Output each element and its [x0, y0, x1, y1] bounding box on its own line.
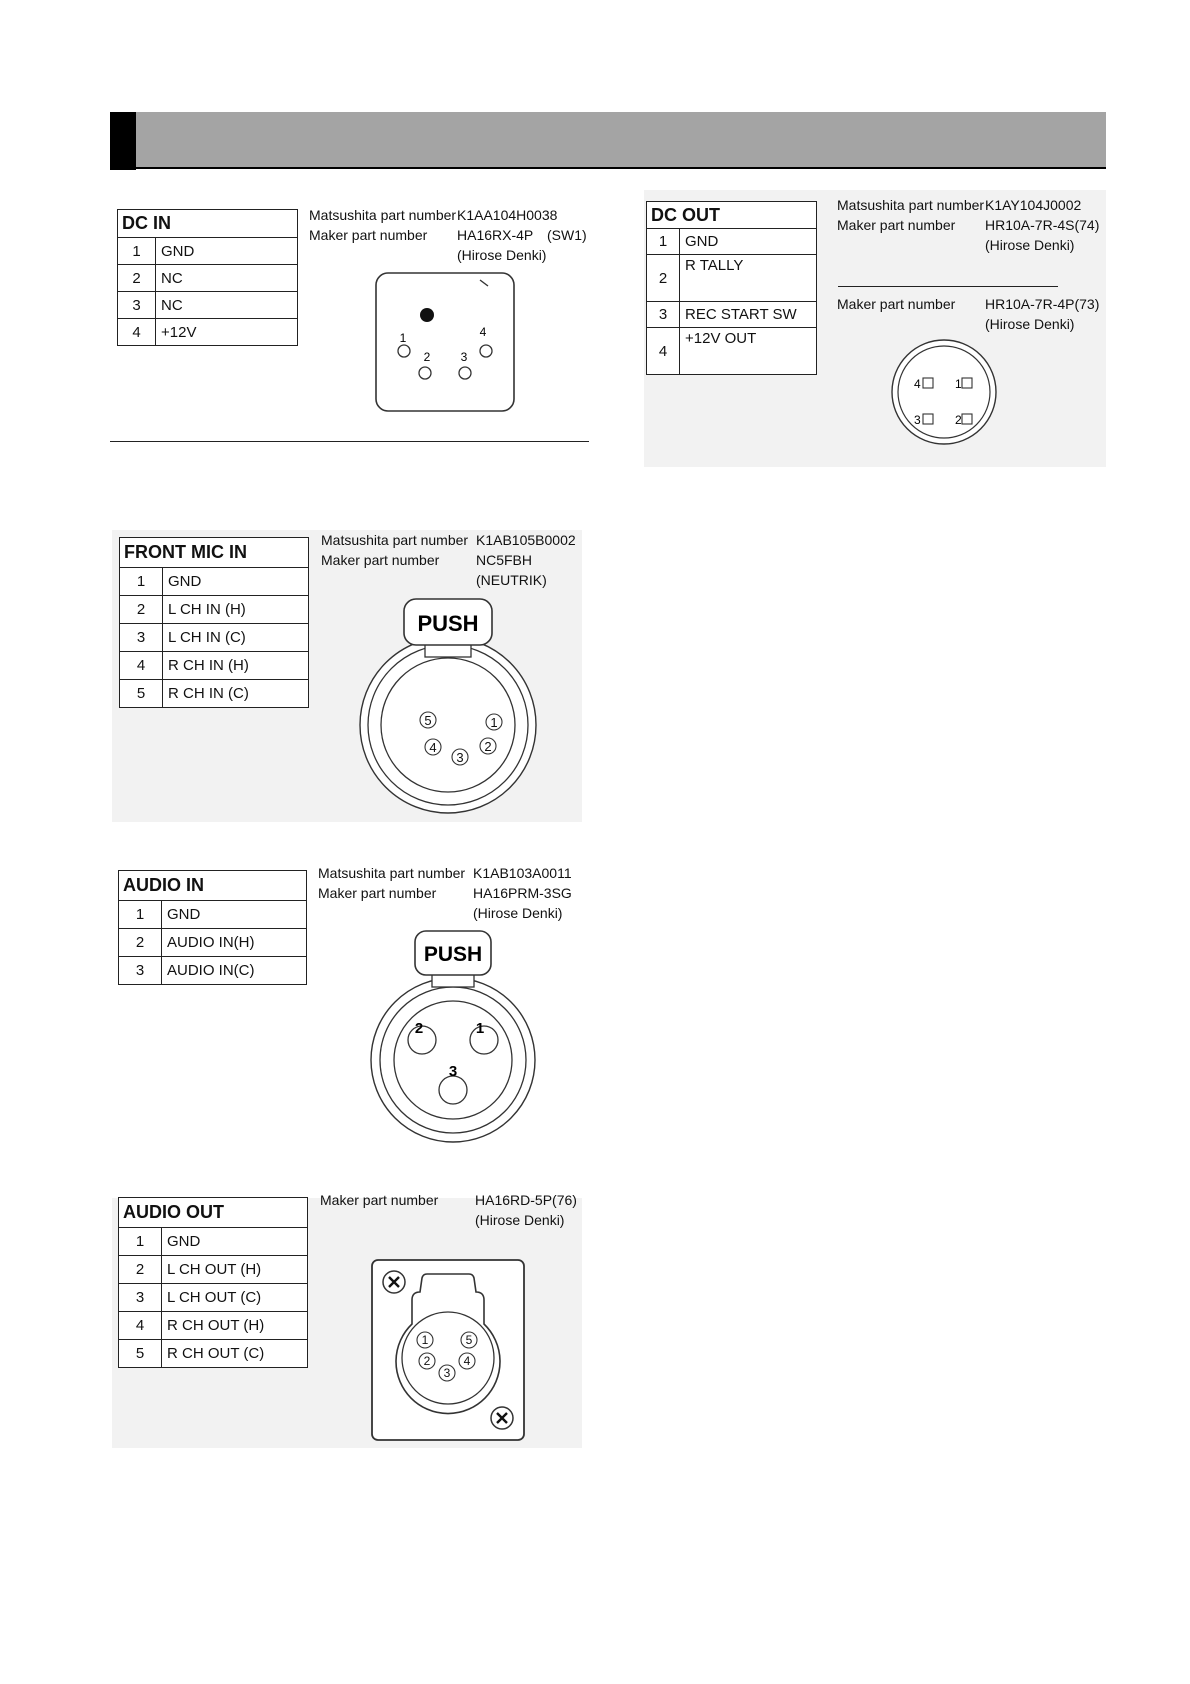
pin-number: 2 — [647, 255, 680, 302]
pin-label: 2 — [423, 1354, 431, 1368]
pin-label: 1 — [490, 715, 498, 730]
audio-in-pin-table — [118, 870, 307, 985]
maker-name: (Hirose Denki) — [457, 247, 547, 263]
matsushita-part-label: Matsushita part number — [321, 532, 469, 548]
dc-out-pin-table — [646, 201, 817, 375]
connector-pin — [439, 1076, 467, 1104]
pin-label: GND — [162, 1228, 308, 1256]
pin-label: NC — [156, 292, 298, 319]
pin-label: 2 — [484, 739, 492, 754]
mounting-screw-bottom — [491, 1407, 513, 1429]
connector-pin — [480, 345, 492, 357]
pin-label: R CH OUT (H) — [162, 1312, 308, 1340]
dc-out-divider — [838, 286, 1058, 287]
dc-in-title: DC IN — [118, 210, 298, 238]
front-mic-in-title: FRONT MIC IN — [120, 538, 309, 568]
connector-pin — [923, 414, 933, 424]
pin-label: GND — [680, 229, 817, 255]
mounting-screw-top — [383, 1271, 405, 1293]
front-mic-part-numbers — [321, 530, 576, 590]
pin-number: 2 — [119, 1256, 162, 1284]
pin-label: 3 — [914, 413, 921, 427]
pin-label: NC — [156, 265, 298, 292]
dc-in-divider — [110, 441, 589, 442]
maker-part-label: Maker part number — [321, 552, 440, 568]
pin-label: 2 — [955, 413, 962, 427]
pin-label: 4 — [429, 740, 437, 755]
pin-label: L CH IN (C) — [163, 624, 309, 652]
dc-in-part-numbers — [309, 205, 587, 265]
matsushita-part-value: K1AY104J0002 — [985, 197, 1082, 213]
maker-part-value: HR10A-7R-4S(74) — [985, 217, 1100, 233]
audio-out-title: AUDIO OUT — [119, 1198, 308, 1228]
dc-in-connector-diagram — [372, 270, 518, 414]
pin-label: REC START SW — [680, 302, 817, 328]
maker-part-value: HR10A-7R-4P(73) — [985, 296, 1100, 312]
pin-number: 3 — [647, 302, 680, 328]
connector-pin — [962, 414, 972, 424]
pin-number: 2 — [118, 265, 156, 292]
dc-out-plug-part-numbers — [837, 294, 1099, 334]
pin-label: GND — [156, 238, 298, 265]
front-mic-in-pin-table — [119, 537, 309, 708]
pin-number: 4 — [119, 1312, 162, 1340]
connector-outer-ring — [360, 637, 536, 813]
audio-in-part-numbers — [318, 863, 572, 923]
pin-label: 4 — [479, 325, 487, 339]
audio-in-title: AUDIO IN — [119, 871, 307, 901]
connector-pin — [923, 378, 933, 388]
maker-part-value: NC5FBH — [476, 552, 533, 568]
pin-label: 2 — [423, 350, 431, 364]
pin-label: 5 — [424, 713, 432, 728]
pin-number: 3 — [120, 624, 163, 652]
section-header-bar — [136, 112, 1106, 167]
pin-label: 1 — [955, 377, 962, 391]
audio-in-connector-diagram — [368, 929, 538, 1145]
pin-label: AUDIO IN(H) — [162, 929, 307, 957]
pin-number: 4 — [647, 328, 680, 375]
pin-label: +12V — [156, 319, 298, 346]
pin-label: R TALLY — [680, 255, 817, 302]
dc-out-connector-diagram — [889, 336, 999, 448]
pin-label: 1 — [399, 331, 407, 345]
maker-part-label: Maker part number — [837, 296, 956, 312]
matsushita-part-label: Matsushita part number — [837, 197, 985, 213]
pin-number: 1 — [118, 238, 156, 265]
pin-number: 4 — [120, 652, 163, 680]
pin-number: 3 — [119, 957, 162, 985]
pin-label: R CH IN (C) — [163, 680, 309, 708]
matsushita-part-label: Matsushita part number — [318, 865, 466, 881]
connector-pin — [459, 367, 471, 379]
connector-pin — [962, 378, 972, 388]
maker-part-label: Maker part number — [309, 227, 428, 243]
pin-number: 1 — [647, 229, 680, 255]
maker-name: (Hirose Denki) — [473, 905, 563, 921]
matsushita-part-value: K1AB103A0011 — [473, 865, 572, 881]
pin-number: 1 — [120, 568, 163, 596]
pin-number: 3 — [119, 1284, 162, 1312]
pin-label: L CH OUT (C) — [162, 1284, 308, 1312]
maker-part-value: HA16RD-5P(76) — [475, 1192, 577, 1208]
pin-number: 2 — [119, 929, 162, 957]
pin-number: 1 — [119, 901, 162, 929]
maker-name: (NEUTRIK) — [476, 572, 547, 588]
pin-label: 3 — [443, 1366, 451, 1380]
connector-key — [420, 308, 434, 322]
pin-label: R CH IN (H) — [163, 652, 309, 680]
front-mic-connector-diagram — [358, 597, 538, 817]
pin-number: 4 — [118, 319, 156, 346]
maker-name: (Hirose Denki) — [475, 1212, 565, 1228]
pin-label: 1 — [475, 1020, 485, 1037]
maker-part-value: HA16RX-4P (SW1) — [457, 227, 587, 243]
pin-label: L CH OUT (H) — [162, 1256, 308, 1284]
pin-number: 2 — [120, 596, 163, 624]
pin-label: 5 — [465, 1333, 473, 1347]
section-header-marker — [110, 112, 136, 170]
matsushita-part-label: Matsushita part number — [309, 207, 457, 223]
audio-out-pin-table — [118, 1197, 308, 1368]
audio-out-connector-diagram — [370, 1258, 526, 1442]
pin-label: +12V OUT — [680, 328, 817, 375]
pin-label: GND — [163, 568, 309, 596]
connector-outer-ring — [892, 340, 996, 444]
dc-out-title: DC OUT — [647, 202, 817, 229]
pin-label: 4 — [914, 377, 921, 391]
pin-label: 1 — [421, 1333, 429, 1347]
pin-number: 5 — [119, 1340, 162, 1368]
pin-label: R CH OUT (C) — [162, 1340, 308, 1368]
connector-housing — [376, 273, 514, 411]
pin-number: 3 — [118, 292, 156, 319]
maker-part-value: HA16PRM-3SG — [473, 885, 572, 901]
pin-label: 4 — [463, 1354, 471, 1368]
pin-label: L CH IN (H) — [163, 596, 309, 624]
dc-out-part-numbers — [837, 195, 1099, 255]
pin-label: 2 — [414, 1020, 424, 1037]
pin-label: AUDIO IN(C) — [162, 957, 307, 985]
pin-label: 3 — [460, 350, 468, 364]
pin-number: 1 — [119, 1228, 162, 1256]
connector-pin — [398, 345, 410, 357]
matsushita-part-value: K1AB105B0002 — [476, 532, 576, 548]
push-label: PUSH — [417, 611, 479, 636]
maker-part-label: Maker part number — [320, 1192, 439, 1208]
audio-out-part-numbers — [320, 1190, 577, 1230]
pin-label: GND — [162, 901, 307, 929]
pin-label: 3 — [448, 1063, 458, 1080]
connector-pin — [419, 367, 431, 379]
maker-part-label: Maker part number — [837, 217, 956, 233]
pin-label: 3 — [456, 750, 464, 765]
push-label: PUSH — [423, 943, 483, 966]
maker-name: (Hirose Denki) — [985, 316, 1075, 332]
maker-part-label: Maker part number — [318, 885, 437, 901]
section-header-underline — [136, 167, 1106, 169]
matsushita-part-value: K1AA104H0038 — [457, 207, 558, 223]
pin-number: 5 — [120, 680, 163, 708]
connector-outer-ring — [371, 978, 535, 1142]
dc-in-pin-table — [117, 209, 298, 346]
maker-name: (Hirose Denki) — [985, 237, 1075, 253]
